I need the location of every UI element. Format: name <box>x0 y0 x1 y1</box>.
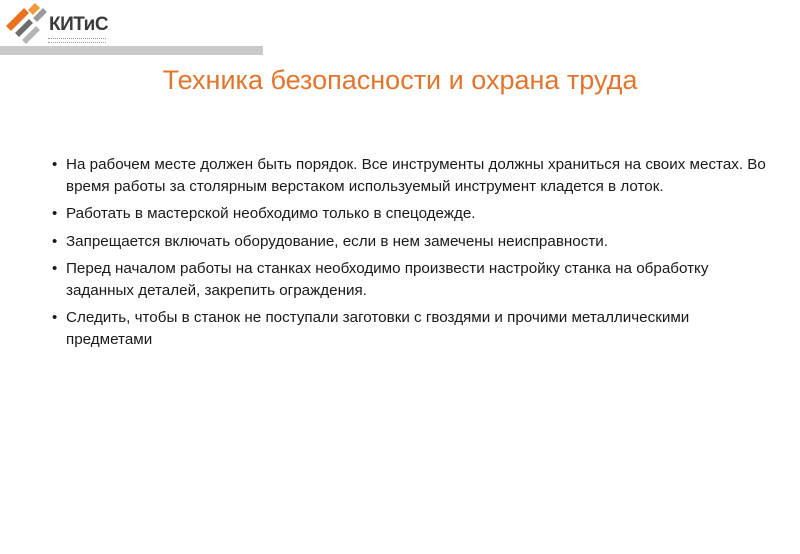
bullet-dot-icon: • <box>52 156 58 173</box>
logo-tagline-decoration <box>48 38 106 43</box>
logo-wordmark: КИТиС <box>49 14 109 35</box>
bullet-text: Работать в мастерской необходимо только в спецодежде. <box>66 205 476 222</box>
bullet-item <box>52 154 767 197</box>
bullet-text: Перед началом работы на станках необходимо произвести настройку станка на обработку заданных деталей, закрепить ограждения. <box>66 260 709 299</box>
bullet-dot-icon: • <box>52 260 58 277</box>
kitis-diamond-logo-icon <box>2 2 50 46</box>
bullet-list <box>52 154 767 356</box>
bullet-text: На рабочем месте должен быть порядок. Все инструменты должны храниться на своих местах. Во время работы за столярным верстаком используемый инструмент кладется в лоток. <box>66 156 766 195</box>
bullet-item <box>52 307 767 350</box>
bullet-item <box>52 258 767 301</box>
bullet-dot-icon: • <box>52 232 58 250</box>
bullet-dot-icon: • <box>52 309 58 326</box>
bullet-dot-icon: • <box>52 205 58 222</box>
header-divider-bar <box>0 46 263 55</box>
slide-title: Техника безопасности и охрана труда <box>162 65 638 95</box>
bullet-item <box>52 203 767 225</box>
bullet-item <box>52 231 767 253</box>
kitis-logo <box>2 2 112 46</box>
bullet-text: Запрещается включать оборудование, если в нем замечены неисправности. <box>66 232 608 250</box>
bullet-text: Следить, чтобы в станок не поступали заготовки с гвоздями и прочими металлическими предметами <box>66 309 690 348</box>
